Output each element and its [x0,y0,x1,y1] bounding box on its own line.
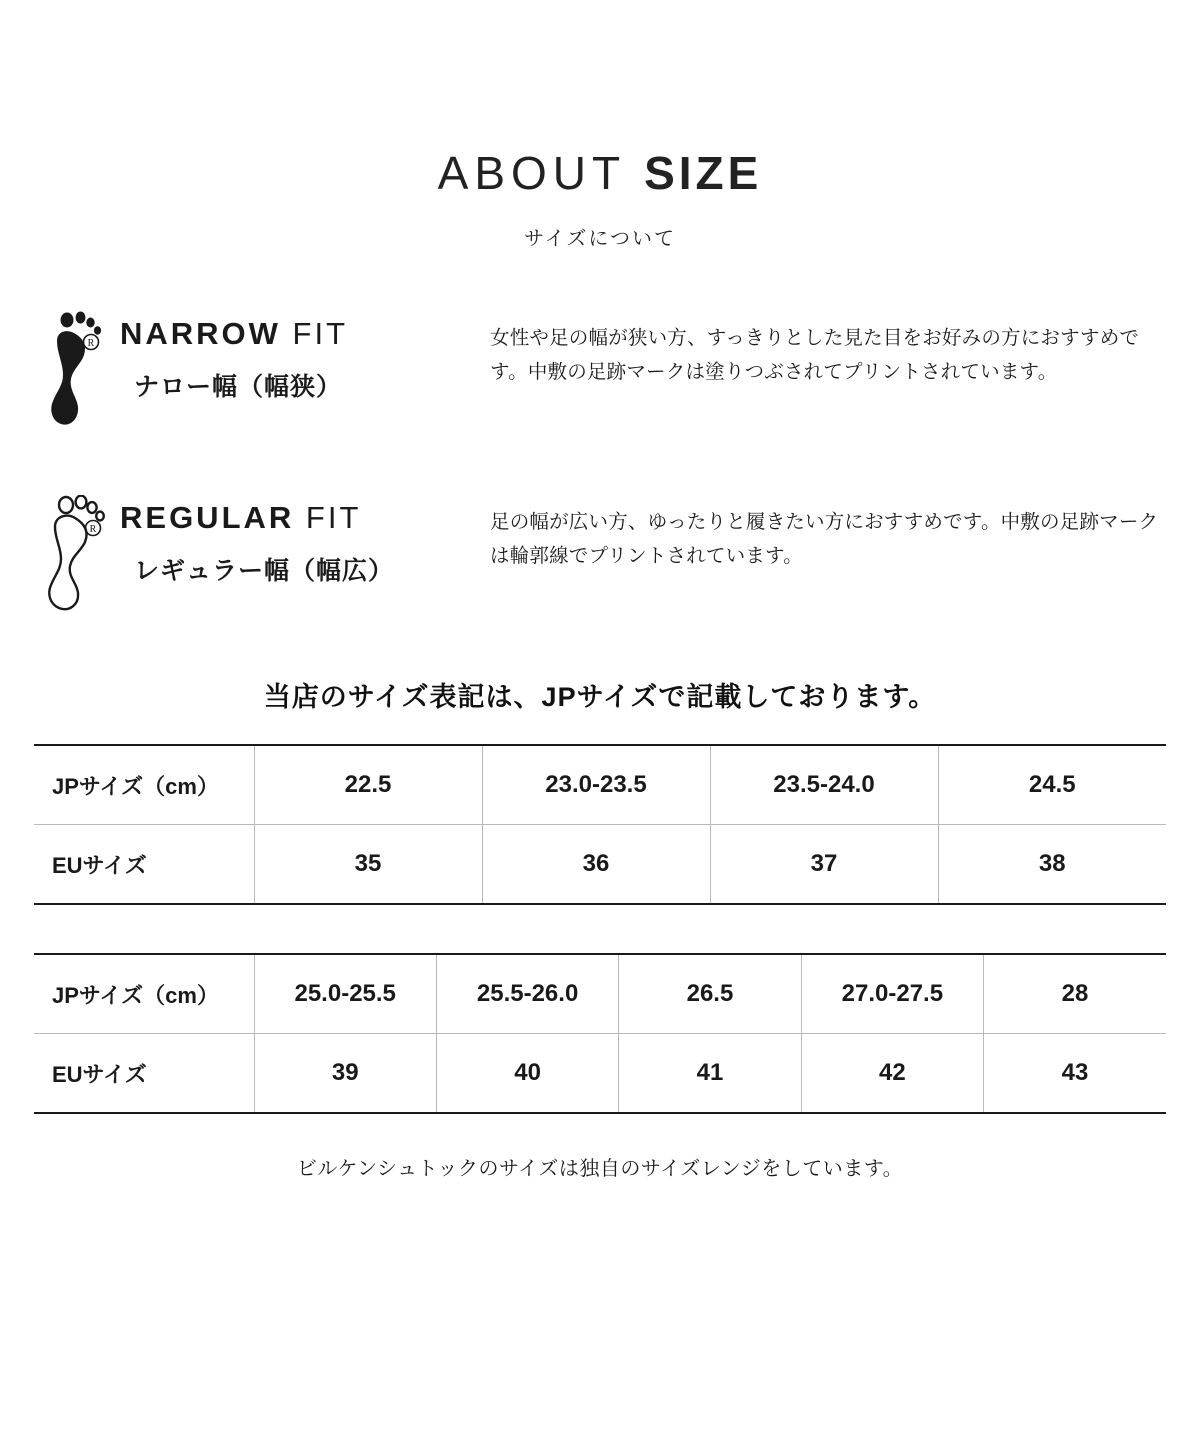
table-row [34,954,1166,1034]
row-header-jp: JPサイズ（cm） [52,982,219,1008]
cell-eu-5: 43 [984,1034,1166,1114]
fit-label-en-narrow [120,317,490,351]
table-row [34,825,1166,905]
size-table-heading: 当店のサイズ表記は、JPサイズで記載しております。 [263,682,937,712]
cell-eu-1: 35 [254,825,482,905]
cell-jp-2: 25.5-26.0 [436,954,618,1034]
fit-description-narrow: 女性や足の幅が狭い方、すっきりとした見た目をお好みの方におすすめです。中敷の足跡マークは塗りつぶされてプリントされています。 [490,327,1140,384]
fit-row-narrow [34,307,1166,429]
table-row [34,1034,1166,1114]
fit-label-en-regular [120,501,490,535]
cell-eu-2: 40 [436,1034,618,1114]
cell-jp-4: 24.5 [938,745,1166,825]
size-table-note: ビルケンシュトックのサイズは独自のサイズレンジをしています。 [296,1158,904,1180]
row-header-eu: EUサイズ [34,1034,254,1114]
svg-text:R: R [87,338,95,349]
cell-eu-3: 37 [710,825,938,905]
cell-eu-2: 36 [482,825,710,905]
footprint-outline-icon [34,491,120,613]
cell-jp-5: 28 [984,954,1166,1034]
fit-label-light-narrow: FIT [292,316,349,351]
cell-jp-2: 23.0-23.5 [482,745,710,825]
cell-eu-4: 42 [801,1034,983,1114]
cell-jp-4: 27.0-27.5 [801,954,983,1034]
fit-label-narrow [120,307,490,403]
title-size: SIZE [644,147,763,199]
fit-label-light-regular: FIT [305,500,362,535]
title-main [34,147,1166,199]
page-subtitle: サイズについて [524,228,676,250]
footprint-filled-icon [34,307,120,429]
fit-label-jp-narrow: ナロー幅（幅狭） [134,373,343,402]
table-spacer [34,905,1166,953]
cell-eu-4: 38 [938,825,1166,905]
size-table-large [34,953,1166,1114]
cell-jp-1: 25.0-25.5 [254,954,436,1034]
cell-jp-3: 23.5-24.0 [710,745,938,825]
cell-eu-1: 39 [254,1034,436,1114]
fit-description-regular: 足の幅が広い方、ゆったりと履きたい方におすすめです。中敷の足跡マークは輪郭線でプリントされています。 [490,511,1159,568]
row-header-jp: JPサイズ（cm） [52,773,219,799]
size-table-small [34,744,1166,905]
fit-row-regular [34,491,1166,613]
fit-label-bold-regular: REGULAR [120,500,295,535]
fit-label-jp-regular: レギュラー幅（幅広） [134,557,395,586]
page-title [34,0,1166,251]
cell-jp-3: 26.5 [619,954,801,1034]
cell-eu-3: 41 [619,1034,801,1114]
fit-list [34,307,1166,613]
row-header-eu: EUサイズ [34,825,254,905]
title-about: ABOUT [437,147,626,199]
fit-label-regular [120,491,490,587]
svg-text:R: R [89,524,97,535]
cell-jp-1: 22.5 [254,745,482,825]
fit-label-bold-narrow: NARROW [120,316,281,351]
table-row [34,745,1166,825]
